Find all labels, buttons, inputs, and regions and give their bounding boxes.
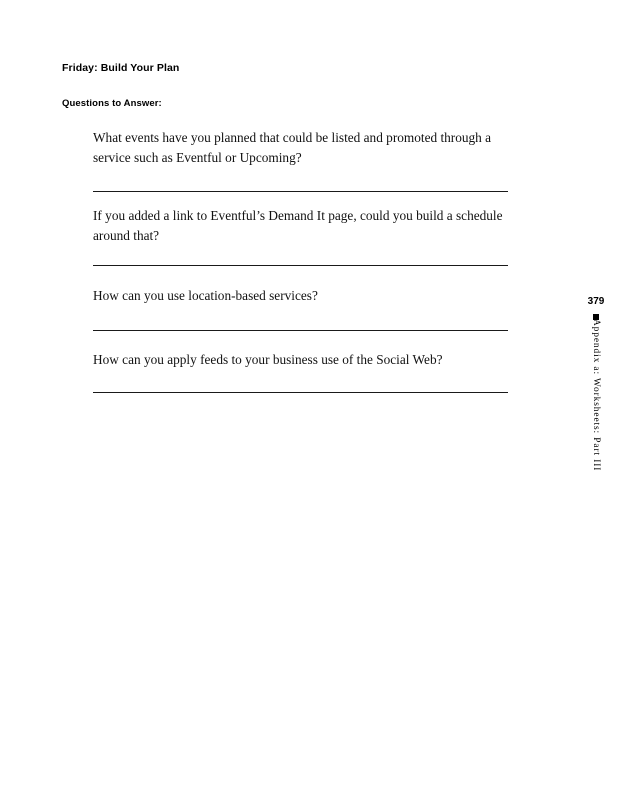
question-text: How can you use location-based services? <box>93 288 318 303</box>
running-head-rail <box>584 296 608 556</box>
answer-line[interactable] <box>93 330 508 331</box>
question-text: What events have you planned that could be listed and promoted through a service such as Eventful or Upcoming? <box>93 130 492 165</box>
question-text: How can you apply feeds to your business use of the Social Web? <box>93 352 443 367</box>
page-title: Friday: Build Your Plan <box>62 62 180 74</box>
question-item <box>93 286 508 306</box>
answer-line[interactable] <box>93 392 508 393</box>
answer-line[interactable] <box>93 191 508 192</box>
question-item <box>93 206 508 245</box>
question-item <box>93 350 508 370</box>
question-text: If you added a link to Eventful’s Demand It page, could you build a schedule around that? <box>93 208 503 243</box>
answer-line[interactable] <box>93 265 508 266</box>
question-item <box>93 128 508 167</box>
running-head-text: Appendix a: Worksheets: Part III <box>591 319 601 472</box>
page-number: 379 <box>587 296 605 307</box>
questions-subhead: Questions to Answer: <box>62 98 162 109</box>
